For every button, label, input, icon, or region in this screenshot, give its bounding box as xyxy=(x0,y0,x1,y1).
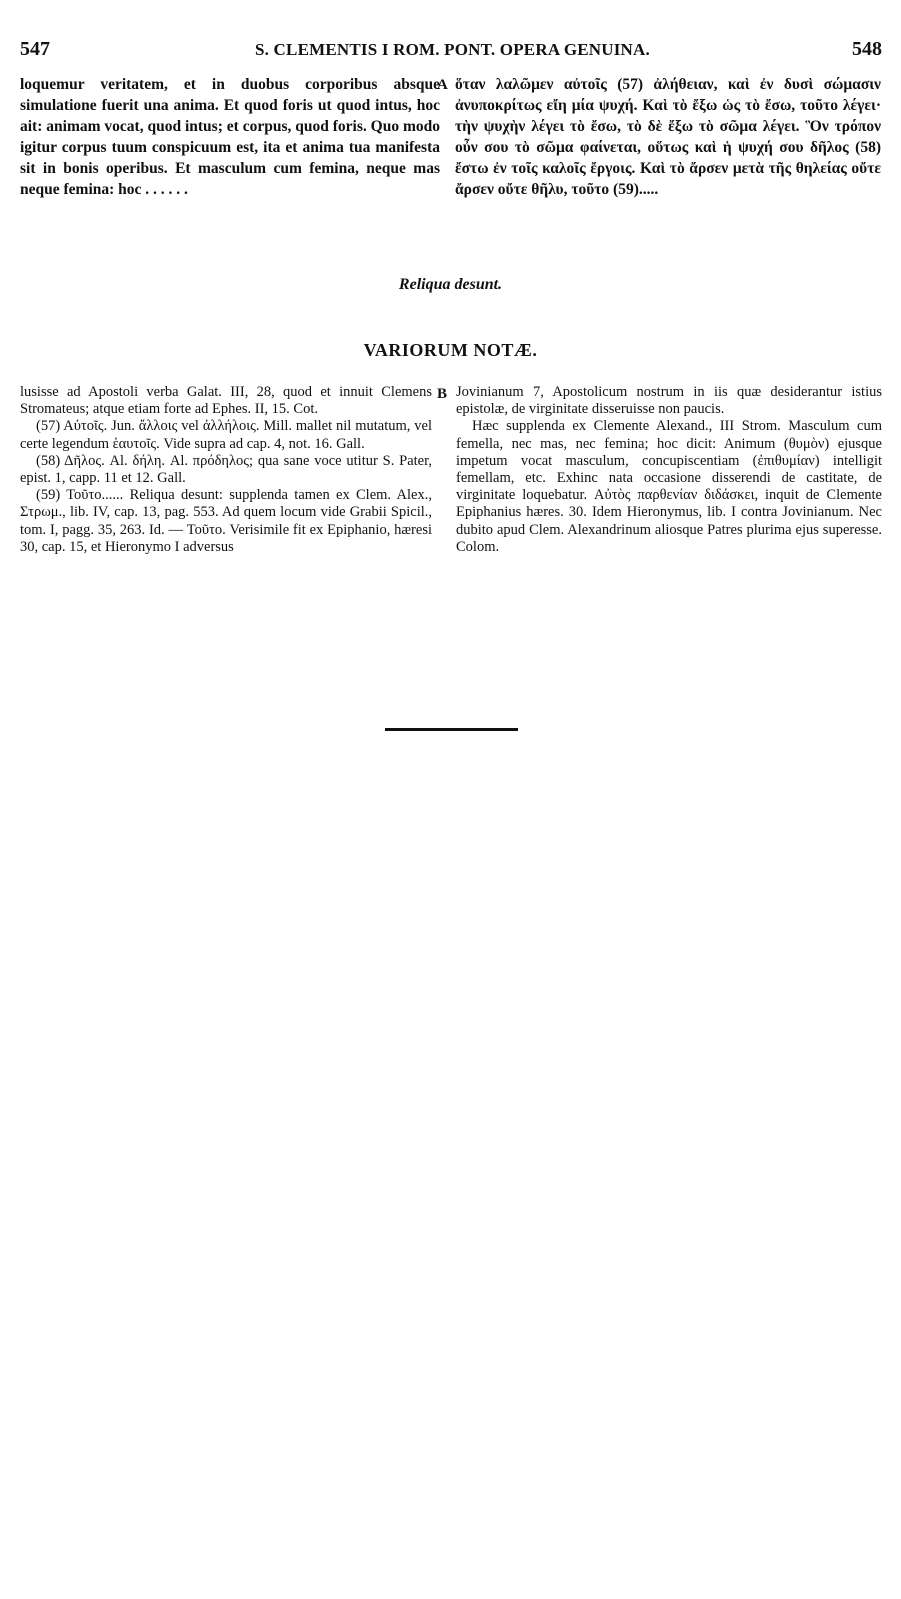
note-58: (58) Δῆλος. Al. δήλη. Al. πρόδηλος; qua sane voce utitur S. Pater, epist. 1, capp. 11 et 12. Gall. xyxy=(20,452,432,487)
note-paragraph: Jovinianum 7, Apostolicum nostrum in iis quæ desiderantur istius epistolæ, de virginitate disseruisse non paucis. xyxy=(456,384,882,418)
running-header xyxy=(20,38,882,66)
notes-left-column xyxy=(20,384,432,556)
page-number-right: 548 xyxy=(852,38,882,60)
reliqua-desunt: Reliqua desunt. xyxy=(398,276,503,293)
column-marker-a: A xyxy=(437,77,448,93)
greek-text-column: ὅταν λαλῶμεν αὐτοῖς (57) ἀλήθειαν, καὶ ἐν δυσὶ σώμασιν ἀνυποκρίτως εἴη μία ψυχή. Καὶ τὸ ἔξω ὡς τὸ ἔσω, τοῦτο λέγει· τὴν ψυχὴν λέγει τὸ ἔσω, τὸ δὲ ἔξω τὸ σῶμα λέγει. Ὃν τρόπον οὖν σου τὸ σῶμα φαίνεται, οὕτως καὶ ἡ ψυχή σου δῆλος (58) ἔστω ἐν τοῖς καλοῖς ἔργοις. Καὶ τὸ ἄρσεν μετὰ τῆς θηλείας οὔτε ἄρσεν οὔτε θῆλυ, τοῦτο (59)..... xyxy=(455,76,881,198)
latin-text-column: loquemur veritatem, et in duobus corporibus absque simulatione fuerit una anima. Et quod foris ut quod intus, hoc ait: animam vocat, quod intus; et corpus, quod foris. Quo modo igitur corpus tuum conspicuum est, ita et anima tua manifesta sit in bonis operibus. Et masculum cum femina, neque mas neque femina: hoc . . . . . . xyxy=(20,76,440,198)
notes-right-column xyxy=(456,384,882,556)
running-title: S. CLEMENTIS I ROM. PONT. OPERA GENUINA. xyxy=(255,40,650,59)
note-59: (59) Τοῦτο...... Reliqua desunt: supplenda tamen ex Clem. Alex., Στρωμ., lib. IV, cap. 13, pag. 553. Ad quem locum vide Grabii Spicil., tom. I, pagg. 35, 263. Id. — Τοῦτο. Verisimile fit ex Epiphanio, hæresi 30, cap. 15, et Hieronymo I adversus xyxy=(20,487,432,555)
column-marker-b: B xyxy=(437,386,448,402)
note-57: (57) Αὐτοῖς. Jun. ἄλλοις vel ἀλλήλοις. Mill. mallet nil mutatum, vel certe legendum ἑαυτοῖς. Vide supra ad cap. 4, not. 16. Gall. xyxy=(20,418,432,452)
page-number-left: 547 xyxy=(20,38,50,60)
closing-rule xyxy=(385,728,518,731)
note-paragraph: lusisse ad Apostoli verba Galat. III, 28, quod et innuit Clemens Stromateus; atque etiam forte ad Ephes. II, 15. Cot. xyxy=(20,384,432,418)
note-paragraph: Hæc supplenda ex Clemente Alexand., III Strom. Masculum cum femella, nec mas, nec femina; hoc dicit: Animum (θυμὸν) ejusque impetum vocat masculum, concupiscentiam (ἐπιθυμίαν) intelligit femellam, etc. Exhinc nata occasione disserendi de castitate, de virginitate loquebatur. Αὐτὸς παρθενίαν διδάσκει, inquit de Clemente Epiphanius hæres. 30. Idem Hieronymus, lib. I contra Jovinianum. Nec dubito apud Clem. Alexandrinum aliosque Patres plurima ejus superesse. Colom. xyxy=(456,418,882,555)
notes-section-title: VARIORUM NOTÆ. xyxy=(363,340,538,360)
